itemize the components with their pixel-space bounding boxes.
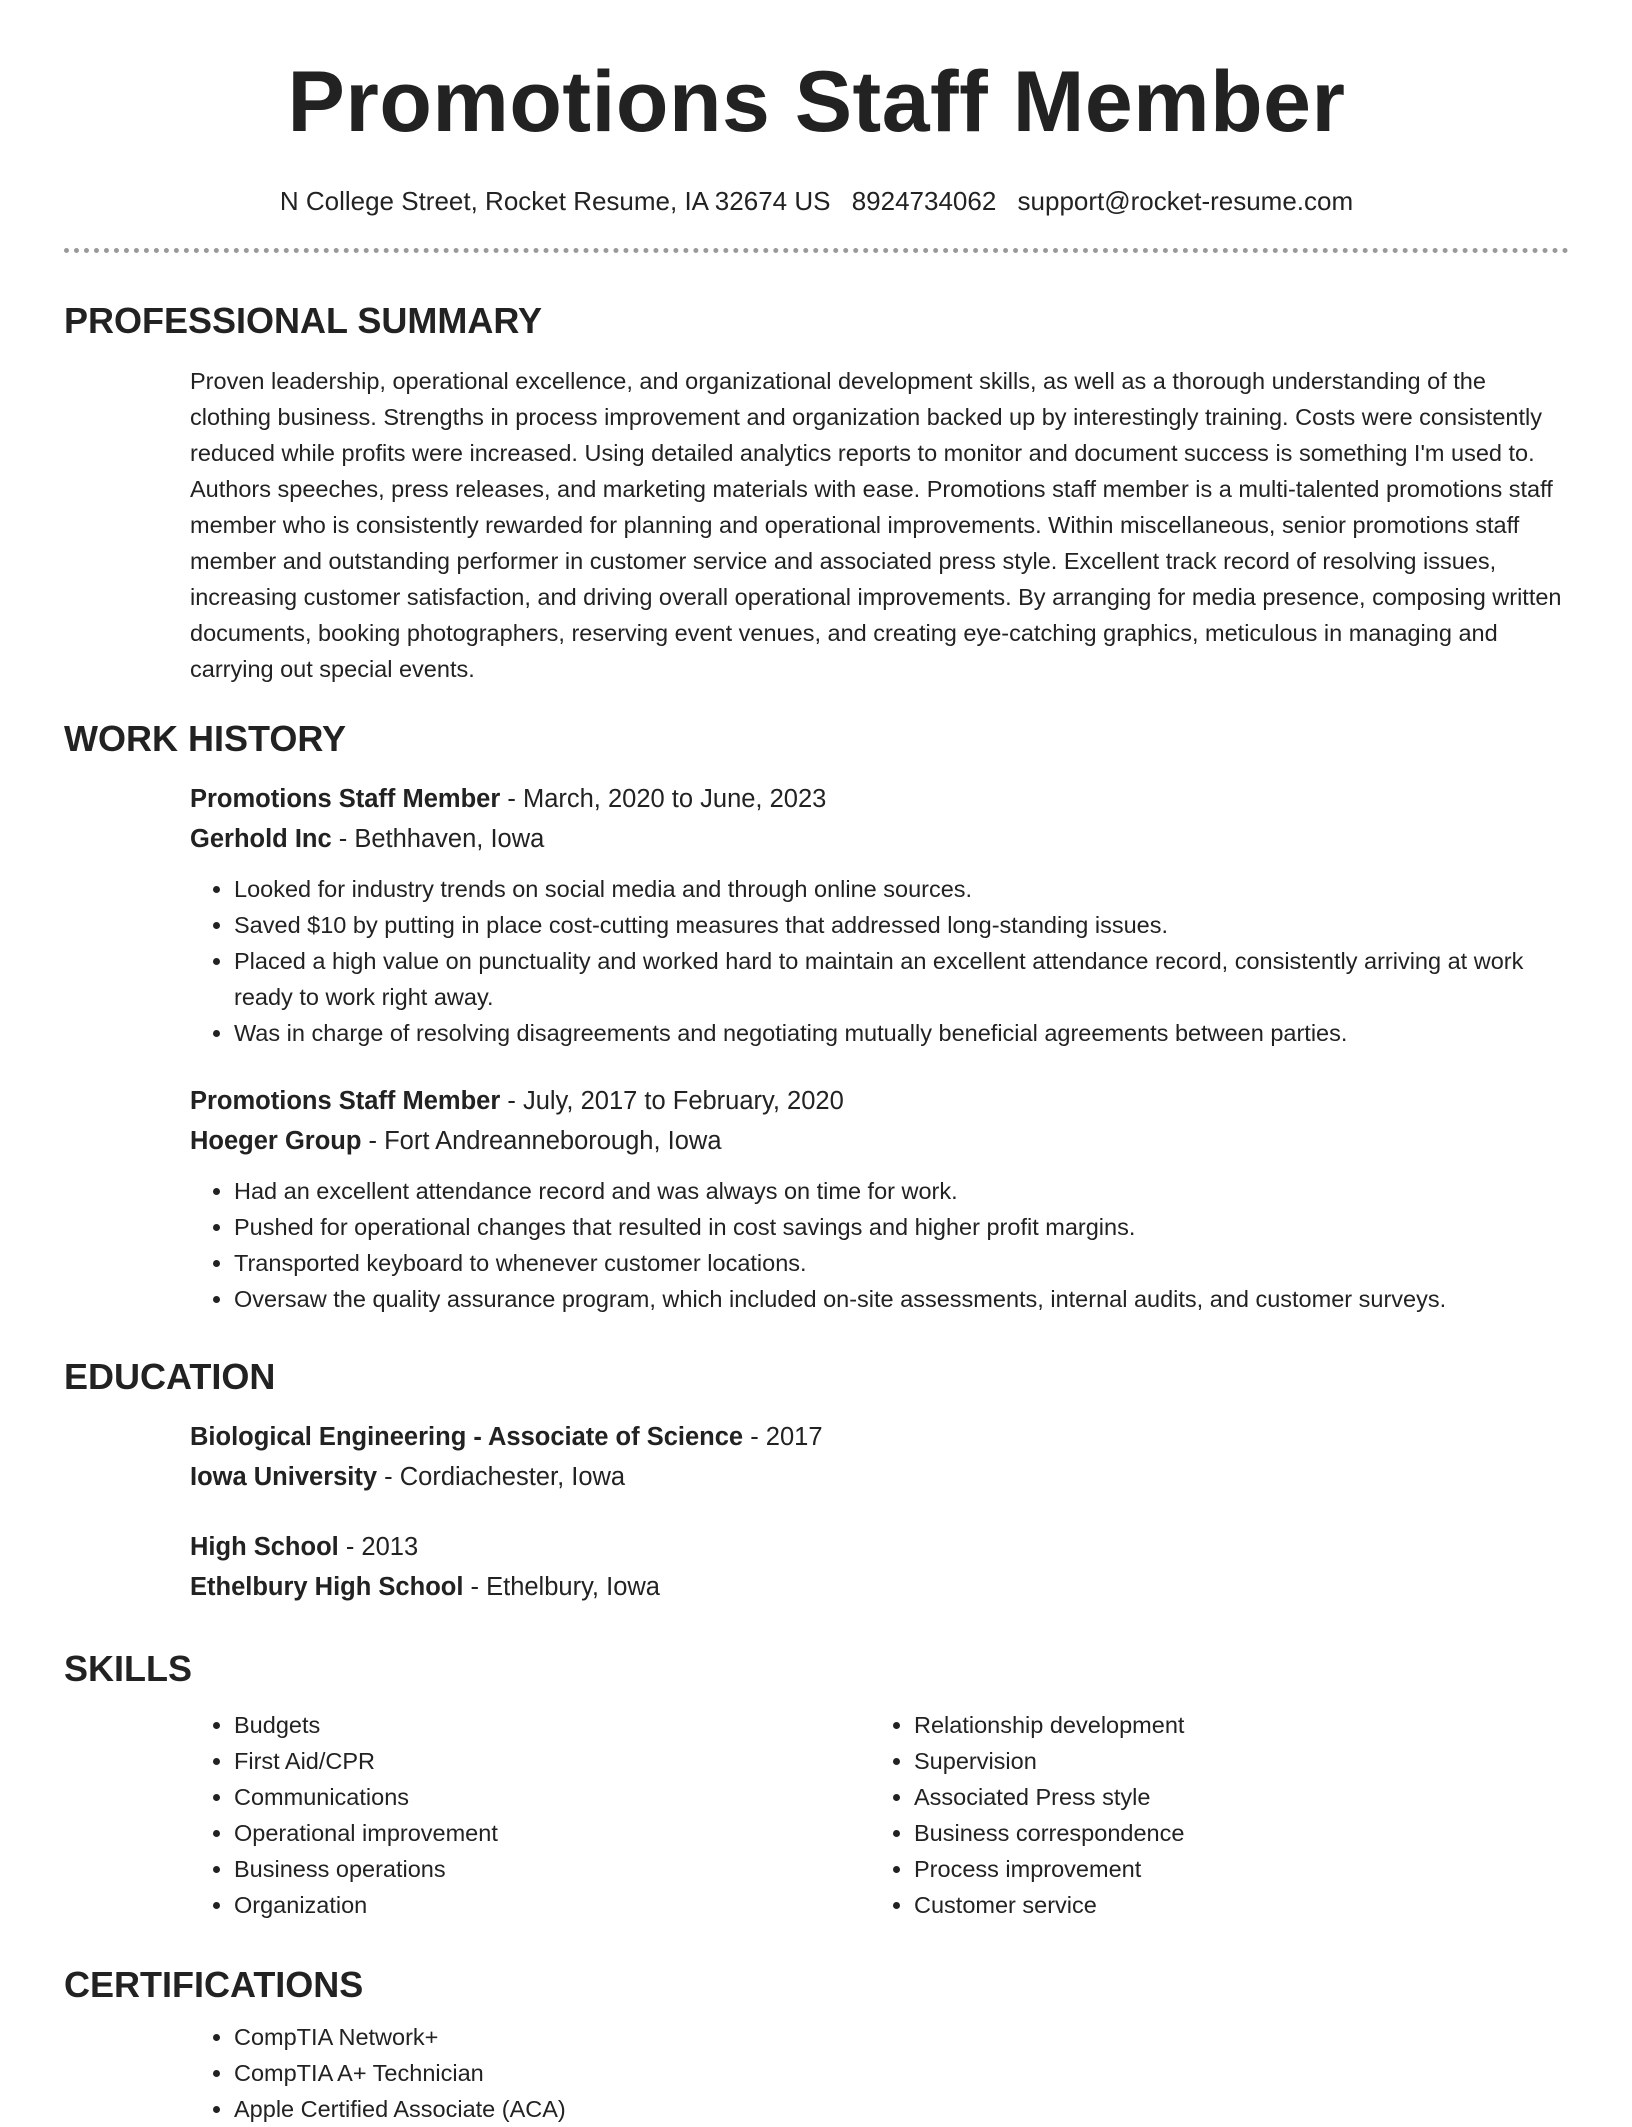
skill-item: • Relationship development <box>914 1707 1550 1743</box>
skill-item: • Associated Press style <box>914 1779 1550 1815</box>
education-degree: Biological Engineering - Associate of Science <box>190 1423 744 1451</box>
job-entry <box>190 779 1569 1051</box>
certifications-list <box>190 2019 1569 2127</box>
education-degree-line <box>190 1417 1569 1457</box>
certification-item: • Apple Certified Associate (ACA) <box>234 2091 1569 2127</box>
education-entry <box>190 1527 1569 1607</box>
skill-item: • Communications <box>234 1779 870 1815</box>
job-bullet: • Pushed for operational changes that resulted in cost savings and higher profit margins. <box>234 1209 1569 1245</box>
education-year: - 2013 <box>338 1533 419 1561</box>
education-school-line <box>190 1457 1569 1497</box>
certifications-title: CERTIFICATIONS <box>64 1964 364 2005</box>
job-title-line <box>190 1081 1569 1121</box>
job-bullet: • Saved $10 by putting in place cost-cutting measures that addressed long-standing issues. <box>234 907 1569 943</box>
job-location: - Fort Andreanneborough, Iowa <box>361 1127 722 1155</box>
summary-text: Proven leadership, operational excellence, and organizational development skills, as well as a thorough understanding of the clothing business. Strengths in process improvement and organization backed up by interestingly training. Costs were consistently reduced while profits were increased. Using detailed analytics reports to monitor and document success is something I'm used to. Authors speeches, press releases, and marketing materials with ease. Promotions staff member is a multi-talented promotions staff member who is consistently rewarded for planning and operational improvements. Within miscellaneous, senior promotions staff member and outstanding performer in customer service and associated press style. Excellent track record of resolving issues, increasing customer satisfaction, and driving overall operational improvements. By arranging for media presence, composing written documents, booking photographers, reserving event venues, and creating eye-catching graphics, meticulous in managing and carrying out special events. <box>190 368 1562 682</box>
education-location: - Cordiachester, Iowa <box>377 1463 626 1491</box>
job-bullets <box>190 871 1569 1051</box>
job-location: - Bethhaven, Iowa <box>331 825 545 853</box>
skill-item: • Process improvement <box>914 1851 1550 1887</box>
work-section <box>64 717 1569 1317</box>
header-divider <box>64 248 1569 253</box>
resume-page <box>64 0 1569 2127</box>
job-title-line <box>190 779 1569 819</box>
education-title: EDUCATION <box>64 1356 276 1397</box>
contact-line <box>64 186 1569 216</box>
work-title: WORK HISTORY <box>64 718 347 759</box>
education-school-line <box>190 1567 1569 1607</box>
job-entry <box>190 1081 1569 1317</box>
job-role: Promotions Staff Member <box>190 785 501 813</box>
skill-item: • Customer service <box>914 1887 1550 1923</box>
job-bullets <box>190 1173 1569 1317</box>
skill-item: • Budgets <box>234 1707 870 1743</box>
education-school: Ethelbury High School <box>190 1573 464 1601</box>
education-year: - 2017 <box>743 1423 823 1451</box>
skill-item: • Supervision <box>914 1743 1550 1779</box>
job-company-line <box>190 1121 1569 1161</box>
job-dates: - March, 2020 to June, 2023 <box>500 785 827 813</box>
job-bullet: • Transported keyboard to whenever customer locations. <box>234 1245 1569 1281</box>
education-location: - Ethelbury, Iowa <box>463 1573 660 1601</box>
skills-column-left <box>190 1707 870 1923</box>
skill-item: • Business operations <box>234 1851 870 1887</box>
skill-item: • First Aid/CPR <box>234 1743 870 1779</box>
job-dates: - July, 2017 to February, 2020 <box>500 1087 844 1115</box>
contact-email: support@rocket-resume.com <box>1017 186 1354 216</box>
certifications-section <box>64 1963 1569 2127</box>
skills-grid <box>190 1707 1569 1923</box>
skills-title: SKILLS <box>64 1648 193 1689</box>
certification-item: • CompTIA A+ Technician <box>234 2055 1569 2091</box>
summary-section <box>64 299 1569 687</box>
education-degree-line <box>190 1527 1569 1567</box>
job-role: Promotions Staff Member <box>190 1087 501 1115</box>
skills-section <box>64 1647 1569 1923</box>
job-company: Gerhold Inc <box>190 825 332 853</box>
education-degree: High School <box>190 1533 339 1561</box>
job-bullet: • Was in charge of resolving disagreements and negotiating mutually beneficial agreements between parties. <box>234 1015 1569 1051</box>
skill-item: • Operational improvement <box>234 1815 870 1851</box>
job-company: Hoeger Group <box>190 1127 362 1155</box>
skill-item: • Business correspondence <box>914 1815 1550 1851</box>
resume-name: Promotions Staff Member <box>287 54 1346 150</box>
education-entry <box>190 1417 1569 1497</box>
job-bullet: • Oversaw the quality assurance program, which included on-site assessments, internal audits, and customer surveys. <box>234 1281 1569 1317</box>
education-school: Iowa University <box>190 1463 378 1491</box>
certification-item: • CompTIA Network+ <box>234 2019 1569 2055</box>
contact-address: N College Street, Rocket Resume, IA 32674 US <box>279 186 831 216</box>
job-bullet: • Placed a high value on punctuality and worked hard to maintain an excellent attendance record, consistently arriving at work ready to work right away. <box>234 943 1569 1015</box>
contact-phone: 8924734062 <box>851 186 997 216</box>
skill-item: • Organization <box>234 1887 870 1923</box>
job-bullet: • Looked for industry trends on social media and through online sources. <box>234 871 1569 907</box>
job-bullet: • Had an excellent attendance record and was always on time for work. <box>234 1173 1569 1209</box>
education-section <box>64 1355 1569 1607</box>
job-company-line <box>190 819 1569 859</box>
summary-title: PROFESSIONAL SUMMARY <box>64 300 543 341</box>
skills-column-right <box>870 1707 1550 1923</box>
